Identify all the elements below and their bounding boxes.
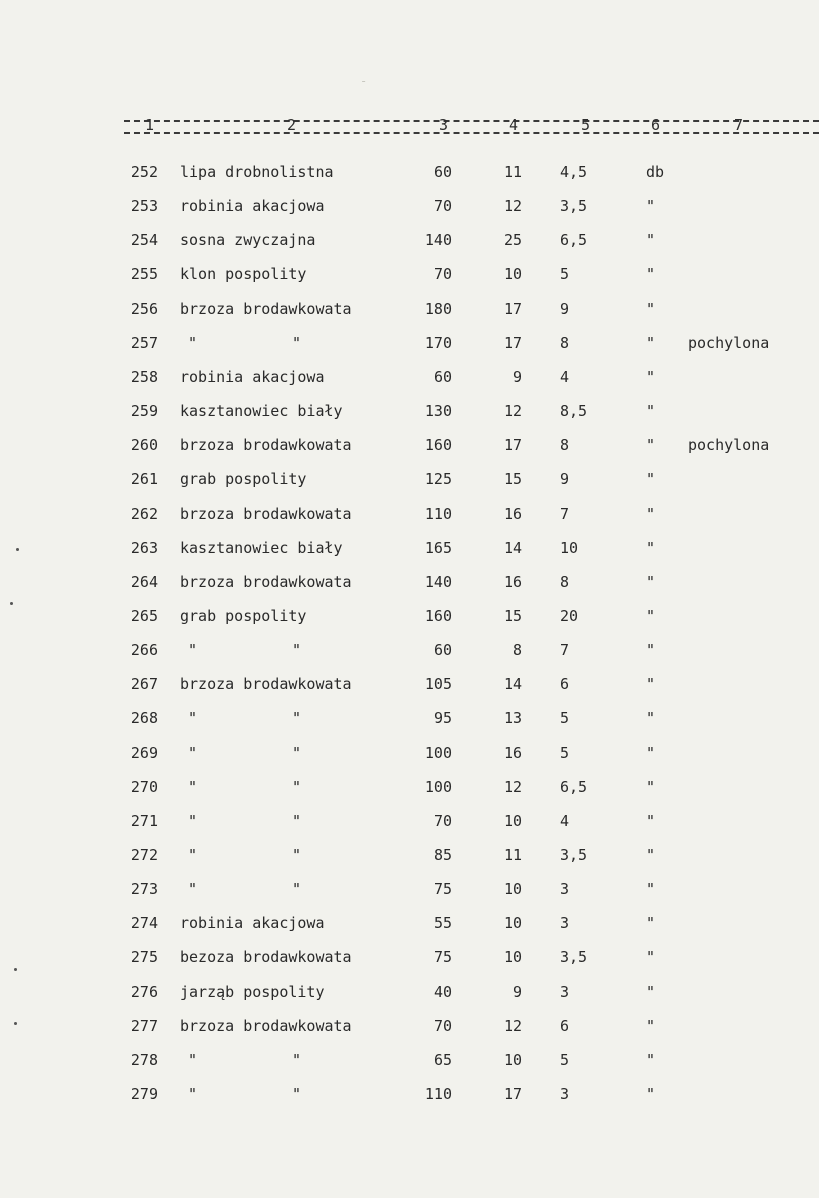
- height-value: 14: [503, 539, 522, 557]
- condition-value: ": [646, 709, 656, 727]
- height-value: 14: [503, 675, 522, 693]
- height-value: 16: [503, 744, 522, 762]
- condition-value: db: [646, 163, 665, 181]
- row-number: 275: [130, 948, 158, 966]
- condition-value: ": [646, 231, 656, 249]
- height-value: 17: [503, 334, 522, 352]
- condition-value: ": [646, 778, 656, 796]
- crown-value: 3: [560, 983, 570, 1001]
- height-value: 13: [503, 709, 522, 727]
- species-name: robinia akacjowa: [180, 197, 325, 215]
- row-number: 255: [130, 265, 158, 283]
- table-row: [0, 331, 819, 355]
- circumference-value: 60: [433, 368, 452, 386]
- ditto-mark: ": [188, 812, 198, 830]
- table-row: [0, 945, 819, 969]
- circumference-value: 125: [424, 470, 452, 488]
- height-value: 11: [503, 846, 522, 864]
- circumference-value: 140: [424, 231, 452, 249]
- crown-value: 9: [560, 470, 570, 488]
- height-value: 11: [503, 163, 522, 181]
- row-number: 271: [130, 812, 158, 830]
- circumference-value: 100: [424, 744, 452, 762]
- remark-value: pochylona: [688, 436, 770, 454]
- condition-value: ": [646, 948, 656, 966]
- crown-value: 3: [560, 880, 570, 898]
- condition-value: ": [646, 880, 656, 898]
- circumference-value: 40: [433, 983, 452, 1001]
- crown-value: 8: [560, 573, 570, 591]
- table-row: [0, 1082, 819, 1106]
- faint-page-mark: -: [360, 74, 368, 88]
- height-value: 16: [503, 505, 522, 523]
- ditto-mark: ": [188, 1085, 198, 1103]
- height-value: 17: [503, 1085, 522, 1103]
- crown-value: 3: [560, 914, 570, 932]
- condition-value: ": [646, 641, 656, 659]
- ditto-mark: ": [188, 880, 198, 898]
- condition-value: ": [646, 675, 656, 693]
- height-value: 9: [512, 983, 522, 1001]
- column-header-4: 4: [509, 116, 519, 134]
- header-bottom-rule: [124, 132, 819, 134]
- row-number: 264: [130, 573, 158, 591]
- crown-value: 8: [560, 334, 570, 352]
- condition-value: ": [646, 1017, 656, 1035]
- table-row: [0, 262, 819, 286]
- height-value: 10: [503, 265, 522, 283]
- crown-value: 5: [560, 709, 570, 727]
- crown-value: 7: [560, 641, 570, 659]
- row-number: 259: [130, 402, 158, 420]
- row-number: 261: [130, 470, 158, 488]
- height-value: 17: [503, 436, 522, 454]
- circumference-value: 60: [433, 163, 452, 181]
- crown-value: 20: [560, 607, 579, 625]
- circumference-value: 110: [424, 1085, 452, 1103]
- row-number: 268: [130, 709, 158, 727]
- ditto-mark: ": [292, 334, 302, 352]
- ditto-mark: ": [188, 709, 198, 727]
- table-row: [0, 502, 819, 526]
- condition-value: ": [646, 436, 656, 454]
- condition-value: ": [646, 539, 656, 557]
- circumference-value: 75: [433, 880, 452, 898]
- species-name: brzoza brodawkowata: [180, 573, 352, 591]
- condition-value: ": [646, 812, 656, 830]
- condition-value: ": [646, 914, 656, 932]
- height-value: 10: [503, 880, 522, 898]
- circumference-value: 130: [424, 402, 452, 420]
- height-value: 9: [512, 368, 522, 386]
- height-value: 12: [503, 1017, 522, 1035]
- table-row: [0, 809, 819, 833]
- circumference-value: 70: [433, 197, 452, 215]
- ditto-mark: ": [188, 1051, 198, 1069]
- row-number: 278: [130, 1051, 158, 1069]
- row-number: 277: [130, 1017, 158, 1035]
- condition-value: ": [646, 368, 656, 386]
- table-row: [0, 1048, 819, 1072]
- circumference-value: 165: [424, 539, 452, 557]
- height-value: 10: [503, 914, 522, 932]
- ditto-mark: ": [292, 641, 302, 659]
- ditto-mark: ": [292, 812, 302, 830]
- height-value: 10: [503, 812, 522, 830]
- circumference-value: 60: [433, 641, 452, 659]
- circumference-value: 180: [424, 300, 452, 318]
- row-number: 274: [130, 914, 158, 932]
- circumference-value: 160: [424, 607, 452, 625]
- crown-value: 8: [560, 436, 570, 454]
- condition-value: ": [646, 197, 656, 215]
- header-top-rule: [124, 120, 819, 122]
- height-value: 16: [503, 573, 522, 591]
- height-value: 15: [503, 470, 522, 488]
- species-name: brzoza brodawkowata: [180, 436, 352, 454]
- table-row: [0, 741, 819, 765]
- circumference-value: 100: [424, 778, 452, 796]
- row-number: 260: [130, 436, 158, 454]
- ditto-mark: ": [188, 641, 198, 659]
- table-row: [0, 570, 819, 594]
- circumference-value: 55: [433, 914, 452, 932]
- condition-value: ": [646, 1085, 656, 1103]
- condition-value: ": [646, 607, 656, 625]
- species-name: brzoza brodawkowata: [180, 1017, 352, 1035]
- row-number: 256: [130, 300, 158, 318]
- height-value: 12: [503, 402, 522, 420]
- row-number: 265: [130, 607, 158, 625]
- table-row: [0, 467, 819, 491]
- row-number: 258: [130, 368, 158, 386]
- row-number: 262: [130, 505, 158, 523]
- crown-value: 6,5: [560, 231, 588, 249]
- ditto-mark: ": [292, 880, 302, 898]
- table-row: [0, 980, 819, 1004]
- row-number: 267: [130, 675, 158, 693]
- circumference-value: 70: [433, 812, 452, 830]
- condition-value: ": [646, 470, 656, 488]
- circumference-value: 160: [424, 436, 452, 454]
- table-row: [0, 775, 819, 799]
- ditto-mark: ": [188, 744, 198, 762]
- circumference-value: 70: [433, 1017, 452, 1035]
- row-number: 270: [130, 778, 158, 796]
- row-number: 254: [130, 231, 158, 249]
- height-value: 25: [503, 231, 522, 249]
- row-number: 266: [130, 641, 158, 659]
- crown-value: 3: [560, 1085, 570, 1103]
- condition-value: ": [646, 300, 656, 318]
- row-number: 257: [130, 334, 158, 352]
- circumference-value: 105: [424, 675, 452, 693]
- species-name: klon pospolity: [180, 265, 307, 283]
- species-name: grab pospolity: [180, 470, 307, 488]
- crown-value: 4,5: [560, 163, 588, 181]
- height-value: 8: [512, 641, 522, 659]
- species-name: brzoza brodawkowata: [180, 300, 352, 318]
- crown-value: 3,5: [560, 846, 588, 864]
- height-value: 12: [503, 778, 522, 796]
- species-name: sosna zwyczajna: [180, 231, 316, 249]
- crown-value: 6: [560, 1017, 570, 1035]
- row-number: 272: [130, 846, 158, 864]
- crown-value: 6,5: [560, 778, 588, 796]
- table-row: [0, 638, 819, 662]
- table-row: [0, 160, 819, 184]
- condition-value: ": [646, 265, 656, 283]
- row-number: 276: [130, 983, 158, 1001]
- circumference-value: 85: [433, 846, 452, 864]
- condition-value: ": [646, 402, 656, 420]
- paper-speck: [14, 968, 17, 971]
- circumference-value: 95: [433, 709, 452, 727]
- circumference-value: 75: [433, 948, 452, 966]
- height-value: 17: [503, 300, 522, 318]
- ditto-mark: ": [188, 334, 198, 352]
- height-value: 12: [503, 197, 522, 215]
- table-row: [0, 604, 819, 628]
- crown-value: 5: [560, 265, 570, 283]
- ditto-mark: ": [292, 846, 302, 864]
- condition-value: ": [646, 573, 656, 591]
- species-name: kasztanowiec biały: [180, 402, 343, 420]
- row-number: 279: [130, 1085, 158, 1103]
- table-row: [0, 877, 819, 901]
- row-number: 263: [130, 539, 158, 557]
- crown-value: 5: [560, 1051, 570, 1069]
- ditto-mark: ": [188, 846, 198, 864]
- circumference-value: 110: [424, 505, 452, 523]
- table-row: [0, 672, 819, 696]
- ditto-mark: ": [292, 744, 302, 762]
- condition-value: ": [646, 334, 656, 352]
- column-header-3: 3: [439, 116, 449, 134]
- circumference-value: 70: [433, 265, 452, 283]
- species-name: brzoza brodawkowata: [180, 505, 352, 523]
- table-row: [0, 365, 819, 389]
- crown-value: 6: [560, 675, 570, 693]
- species-name: robinia akacjowa: [180, 368, 325, 386]
- column-header-6: 6: [651, 116, 661, 134]
- condition-value: ": [646, 983, 656, 1001]
- crown-value: 4: [560, 812, 570, 830]
- column-header-1: 1: [145, 116, 155, 134]
- condition-value: ": [646, 846, 656, 864]
- condition-value: ": [646, 744, 656, 762]
- crown-value: 3,5: [560, 197, 588, 215]
- species-name: jarząb pospolity: [180, 983, 325, 1001]
- crown-value: 9: [560, 300, 570, 318]
- table-row: [0, 706, 819, 730]
- paper-speck: [14, 1022, 17, 1025]
- species-name: bezoza brodawkowata: [180, 948, 352, 966]
- ditto-mark: ": [292, 1051, 302, 1069]
- height-value: 10: [503, 1051, 522, 1069]
- row-number: 273: [130, 880, 158, 898]
- table-row: [0, 843, 819, 867]
- table-row: [0, 536, 819, 560]
- ditto-mark: ": [188, 778, 198, 796]
- crown-value: 10: [560, 539, 579, 557]
- species-name: kasztanowiec biały: [180, 539, 343, 557]
- crown-value: 8,5: [560, 402, 588, 420]
- circumference-value: 65: [433, 1051, 452, 1069]
- condition-value: ": [646, 1051, 656, 1069]
- table-row: [0, 433, 819, 457]
- row-number: 253: [130, 197, 158, 215]
- ditto-mark: ": [292, 778, 302, 796]
- height-value: 15: [503, 607, 522, 625]
- remark-value: pochylona: [688, 334, 770, 352]
- row-number: 269: [130, 744, 158, 762]
- crown-value: 3,5: [560, 948, 588, 966]
- crown-value: 5: [560, 744, 570, 762]
- species-name: brzoza brodawkowata: [180, 675, 352, 693]
- ditto-mark: ": [292, 709, 302, 727]
- species-name: grab pospolity: [180, 607, 307, 625]
- condition-value: ": [646, 505, 656, 523]
- paper-speck: [10, 602, 13, 605]
- table-row: [0, 1014, 819, 1038]
- column-header-2: 2: [287, 116, 297, 134]
- table-row: [0, 228, 819, 252]
- crown-value: 7: [560, 505, 570, 523]
- ditto-mark: ": [292, 1085, 302, 1103]
- species-name: lipa drobnolistna: [180, 163, 334, 181]
- table-row: [0, 297, 819, 321]
- paper-speck: [16, 548, 19, 551]
- height-value: 10: [503, 948, 522, 966]
- circumference-value: 170: [424, 334, 452, 352]
- table-row: [0, 911, 819, 935]
- table-row: [0, 194, 819, 218]
- crown-value: 4: [560, 368, 570, 386]
- species-name: robinia akacjowa: [180, 914, 325, 932]
- row-number: 252: [130, 163, 158, 181]
- column-header-7: 7: [734, 116, 744, 134]
- circumference-value: 140: [424, 573, 452, 591]
- table-row: [0, 399, 819, 423]
- column-header-5: 5: [581, 116, 591, 134]
